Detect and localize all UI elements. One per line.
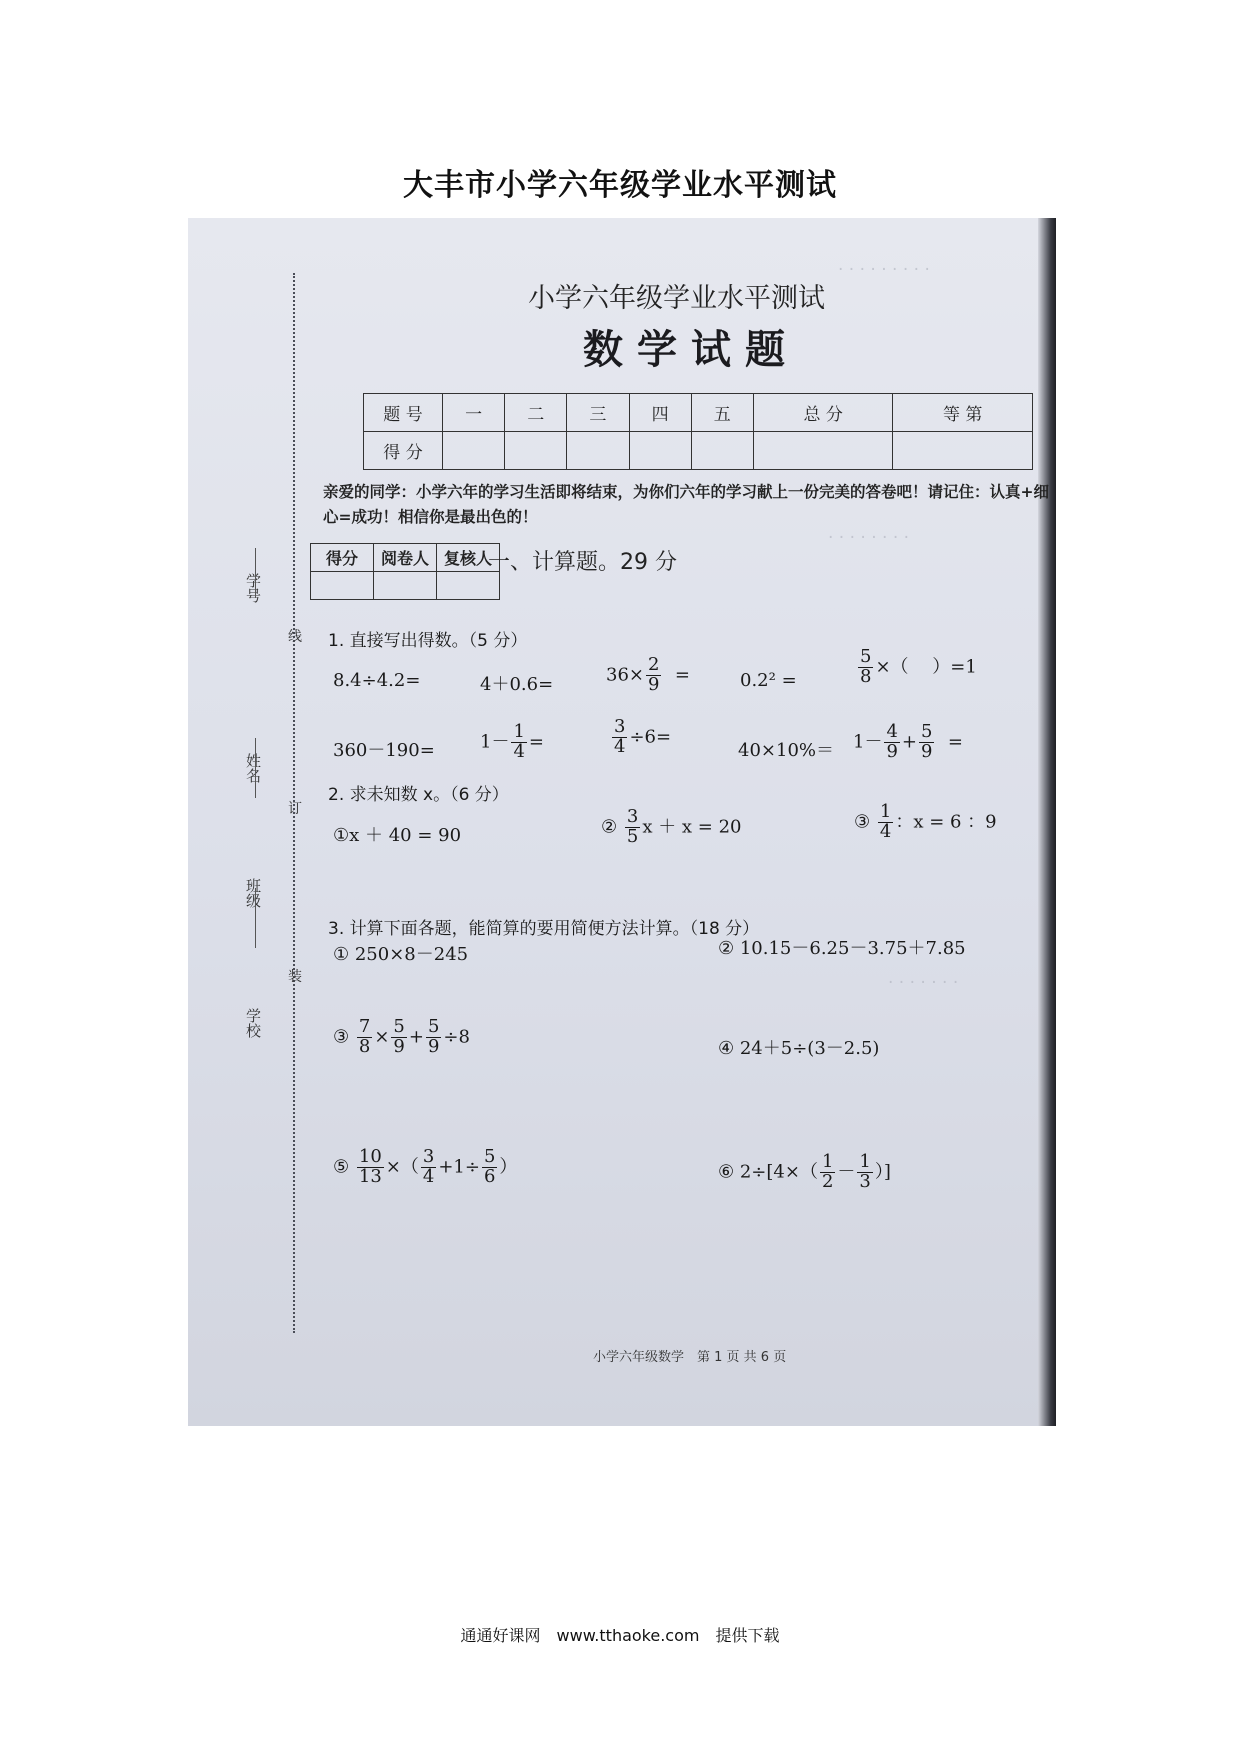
fraction xyxy=(421,1148,436,1187)
numerator: 5 xyxy=(393,1016,405,1037)
fraction xyxy=(612,718,627,757)
numerator: 4 xyxy=(886,721,898,742)
fraction xyxy=(357,1148,384,1187)
table-cell: 总 分 xyxy=(753,394,893,432)
numerator: 5 xyxy=(860,646,872,667)
fraction xyxy=(884,723,899,762)
score-input-cell[interactable] xyxy=(567,432,629,470)
denominator: 8 xyxy=(358,1035,371,1057)
fraction xyxy=(391,1018,406,1057)
table-cell: 得 分 xyxy=(364,432,443,470)
fraction xyxy=(878,803,893,842)
binding-mark-xian: 线 xyxy=(288,629,302,645)
numerator: 7 xyxy=(358,1016,371,1037)
score-input-cell[interactable] xyxy=(893,432,1033,470)
photo-dark-edge xyxy=(1038,218,1056,1426)
intro-text: 亲爱的同学：小学六年的学习生活即将结束，为你们六年的学习献上一份完美的答卷吧！请记住：认真+细心=成功！相信你是最出色的！ xyxy=(323,483,1049,526)
table-row xyxy=(364,394,1033,432)
table-cell: 复核人 xyxy=(437,544,500,572)
denominator: 9 xyxy=(648,673,660,695)
q1-text: = xyxy=(674,664,690,686)
q1-item xyxy=(610,718,671,757)
q1-text: ×（ ）=1 xyxy=(875,656,977,678)
q3-item xyxy=(333,1148,517,1187)
denominator: 4 xyxy=(879,820,892,842)
denominator: 9 xyxy=(427,1035,440,1057)
q3-item: ② 10.15－6.25－3.75＋7.85 xyxy=(718,938,966,959)
q1-item xyxy=(606,656,690,695)
fraction xyxy=(646,656,661,695)
table-cell: 阅卷人 xyxy=(374,544,437,572)
q3-text: ）] xyxy=(874,1161,891,1183)
bleed-through-text: · · · · · · · xyxy=(888,973,959,993)
numerator: 3 xyxy=(422,1146,435,1167)
blank-line xyxy=(255,738,256,798)
score-input-cell[interactable] xyxy=(443,432,505,470)
q2-text: ③ xyxy=(854,811,871,833)
table-cell: 三 xyxy=(567,394,629,432)
blank-line xyxy=(255,888,256,948)
grader-input-cell[interactable] xyxy=(311,572,374,600)
q2-item xyxy=(601,808,742,847)
numerator: 10 xyxy=(358,1146,382,1167)
subject-title: 数学试题 xyxy=(583,326,799,373)
q3-item: ④ 24＋5÷(3－2.5) xyxy=(718,1038,880,1059)
score-input-cell[interactable] xyxy=(505,432,567,470)
exam-page-footer: 小学六年级数学 第 1 页 共 6 页 xyxy=(593,1350,787,1365)
q3-text: ） xyxy=(499,1156,518,1178)
fraction xyxy=(625,808,640,847)
binding-mark-zhuang: 装 xyxy=(288,969,302,985)
q1-item: 4＋0.6= xyxy=(480,674,554,695)
binding-field-school: 学校 xyxy=(244,1008,262,1038)
numerator: 2 xyxy=(648,654,660,675)
question-2-heading: 2. 求未知数 x。（6 分） xyxy=(328,785,509,805)
denominator: 5 xyxy=(626,825,639,847)
q2-item xyxy=(854,803,997,842)
numerator: 1 xyxy=(513,721,525,742)
denominator: 4 xyxy=(422,1165,435,1187)
q3-text: － xyxy=(837,1161,856,1183)
exam-photo xyxy=(188,218,1056,1426)
denominator: 8 xyxy=(860,665,872,687)
table-cell: 得分 xyxy=(311,544,374,572)
numerator: 3 xyxy=(626,806,639,827)
q1-item xyxy=(853,723,963,762)
q1-item xyxy=(856,648,977,687)
q1-item: 0.2² = xyxy=(740,670,797,691)
score-table xyxy=(363,393,1033,470)
section-heading: 一、计算题。29 分 xyxy=(488,550,677,575)
q3-item xyxy=(333,1018,470,1057)
page-title: 大丰市小学六年级学业水平测试 xyxy=(403,168,837,203)
grader-table xyxy=(310,543,500,600)
sheet-title: 小学六年级学业水平测试 xyxy=(528,283,825,314)
numerator: 1 xyxy=(859,1151,871,1172)
fraction xyxy=(426,1018,441,1057)
q1-item: 8.4÷4.2= xyxy=(333,670,421,691)
binding-field-name: 姓名 xyxy=(244,753,262,783)
binding-field-student-id: 学号 xyxy=(244,573,262,603)
q1-item xyxy=(480,723,544,762)
numerator: 5 xyxy=(427,1016,440,1037)
q1-item: 40×10%＝ xyxy=(738,740,834,761)
denominator: 9 xyxy=(393,1035,405,1057)
q3-item xyxy=(718,1153,891,1192)
question-3-heading: 3. 计算下面各题，能简算的要用简便方法计算。（18 分） xyxy=(328,919,760,939)
bleed-through-text: · · · · · · · · · xyxy=(838,260,930,280)
fraction xyxy=(511,723,526,762)
bleed-through-text: · · · · · · · · xyxy=(828,528,910,548)
table-cell: 二 xyxy=(505,394,567,432)
numerator: 1 xyxy=(821,1151,834,1172)
denominator: 3 xyxy=(859,1170,871,1192)
q1-text: 1－ xyxy=(480,731,510,753)
fraction xyxy=(820,1153,835,1192)
table-row xyxy=(364,432,1033,470)
score-input-cell[interactable] xyxy=(753,432,893,470)
q2-text: ② xyxy=(601,816,618,838)
blank-line xyxy=(255,548,256,598)
score-input-cell[interactable] xyxy=(691,432,753,470)
q3-text: ×（ xyxy=(385,1156,419,1178)
q3-text: ③ xyxy=(333,1026,350,1048)
q1-text: = xyxy=(947,731,963,753)
q1-text: = xyxy=(528,731,544,753)
denominator: 9 xyxy=(921,740,933,762)
table-cell: 一 xyxy=(443,394,505,432)
numerator: 5 xyxy=(921,721,933,742)
denominator: 9 xyxy=(886,740,898,762)
numerator: 3 xyxy=(614,716,626,737)
q1-text: + xyxy=(901,731,917,753)
fraction xyxy=(357,1018,372,1057)
table-cell: 等 第 xyxy=(893,394,1033,432)
q3-item: ① 250×8－245 xyxy=(333,944,469,965)
site-footer: 通通好课网 www.tthaoke.com 提供下载 xyxy=(460,1626,780,1645)
q3-text: ⑥ 2÷[4×（ xyxy=(718,1161,818,1183)
q1-text: 36× xyxy=(606,664,644,686)
denominator: 4 xyxy=(614,735,626,757)
denominator: 6 xyxy=(483,1165,496,1187)
table-row xyxy=(311,544,500,572)
q2-text: x ＋ x = 20 xyxy=(642,816,742,838)
denominator: 4 xyxy=(513,740,525,762)
q3-text: + xyxy=(408,1026,424,1048)
binding-field-class: 班级 xyxy=(244,878,262,908)
fraction xyxy=(857,1153,872,1192)
table-row xyxy=(311,572,500,600)
q3-text: ÷8 xyxy=(443,1026,470,1048)
grader-input-cell[interactable] xyxy=(374,572,437,600)
fraction xyxy=(482,1148,497,1187)
table-cell: 四 xyxy=(629,394,691,432)
numerator: 1 xyxy=(879,801,892,822)
q1-item: 360－190= xyxy=(333,740,435,761)
numerator: 5 xyxy=(483,1146,496,1167)
denominator: 2 xyxy=(821,1170,834,1192)
q2-item: ①x ＋ 40 = 90 xyxy=(333,825,462,846)
score-input-cell[interactable] xyxy=(629,432,691,470)
fraction xyxy=(919,723,934,762)
q1-text: 1－ xyxy=(853,731,883,753)
table-cell: 五 xyxy=(691,394,753,432)
q3-text: × xyxy=(374,1026,390,1048)
q3-text: ⑤ xyxy=(333,1156,350,1178)
denominator: 13 xyxy=(358,1165,382,1187)
table-cell: 题 号 xyxy=(364,394,443,432)
q1-text: ÷6= xyxy=(629,726,672,748)
q3-text: +1÷ xyxy=(438,1156,480,1178)
binding-mark-ding: 订 xyxy=(288,801,302,817)
question-1-heading: 1. 直接写出得数。（5 分） xyxy=(328,631,528,651)
fraction xyxy=(858,648,873,687)
q2-text: ：x = 6 ：9 xyxy=(895,811,997,833)
